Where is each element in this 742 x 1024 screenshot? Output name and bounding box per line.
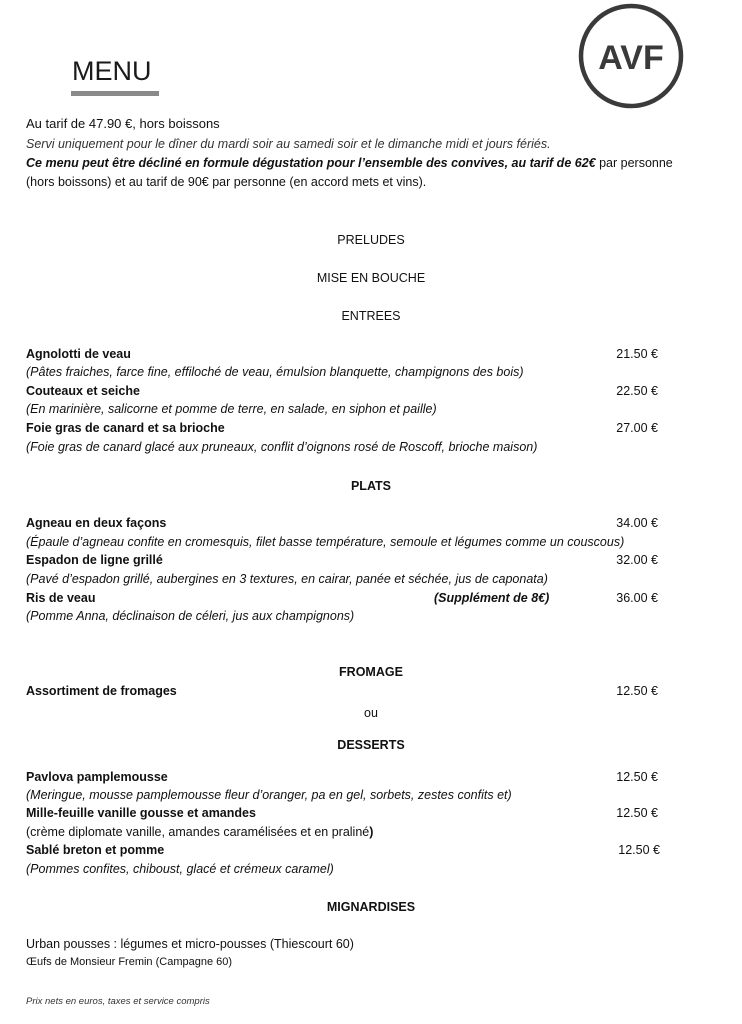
- plat-price: 36.00 €: [616, 591, 658, 605]
- tarif-text: Au tarif de 47.90 €, hors boissons: [26, 116, 220, 131]
- plat-desc: (Pavé d’espadon grillé, aubergines en 3 textures, en cairar, panée et séchée, jus de caponata): [26, 572, 548, 586]
- degustation-text: [26, 155, 673, 171]
- degustation-rest: par personne: [595, 156, 673, 170]
- plat-price: 34.00 €: [616, 516, 658, 530]
- dessert-desc: (Pommes confites, chiboust, glacé et crémeux caramel): [26, 862, 334, 876]
- fromage-price: 12.50 €: [616, 684, 658, 698]
- section-entrees: ENTREES: [341, 309, 401, 323]
- supplement-note: (Supplément de 8€): [434, 591, 550, 605]
- dessert-price: 12.50 €: [616, 770, 658, 784]
- dessert-desc: [26, 824, 373, 840]
- urban-pousses-text: Urban pousses : légumes et micro-pousses (Thiescourt 60): [26, 937, 354, 951]
- degustation-italic: Ce menu peut être décliné en formule dégustation pour l’ensemble des convives, au tarif de 62€: [26, 156, 596, 170]
- degustation-line2: (hors boissons) et au tarif de 90€ par personne (en accord mets et vins).: [26, 175, 427, 189]
- plat-desc: (Épaule d’agneau confite en cromesquis, filet basse température, semoule et légumes comme un couscous): [26, 535, 625, 549]
- dessert-price: 12.50 €: [616, 806, 658, 820]
- entree-desc: (Foie gras de canard glacé aux pruneaux, conflit d’oignons rosé de Roscoff, brioche maison): [26, 440, 538, 454]
- dessert-name: Mille-feuille vanille gousse et amandes: [26, 806, 256, 820]
- ou-separator: ou: [364, 706, 378, 720]
- section-fromage: FROMAGE: [339, 665, 403, 679]
- entree-name: Couteaux et seiche: [26, 384, 140, 398]
- entree-price: 21.50 €: [616, 347, 658, 361]
- section-mignardises: MIGNARDISES: [326, 900, 416, 914]
- entree-name: Foie gras de canard et sa brioche: [26, 421, 225, 435]
- logo-text: AVF: [598, 39, 664, 77]
- entree-desc: (En marinière, salicorne et pomme de terre, en salade, en siphon et paille): [26, 402, 437, 416]
- dessert-desc-end: ): [369, 825, 374, 839]
- section-preludes: PRELUDES: [337, 233, 405, 247]
- entree-price: 27.00 €: [616, 421, 658, 435]
- dessert-price: 12.50 €: [618, 843, 660, 857]
- avf-logo: [578, 3, 684, 109]
- dessert-desc-text: (crème diplomate vanille, amandes caramélisées et en praliné: [26, 825, 370, 839]
- plat-desc: (Pomme Anna, déclinaison de céleri, jus aux champignons): [26, 609, 355, 623]
- section-desserts: DESSERTS: [337, 738, 405, 752]
- section-mise-en-bouche: MISE EN BOUCHE: [316, 271, 426, 285]
- entree-price: 22.50 €: [616, 384, 658, 398]
- section-plats: PLATS: [350, 479, 392, 493]
- title-underline: [71, 91, 159, 96]
- page-title: MENU: [72, 56, 152, 86]
- dessert-name: Pavlova pamplemousse: [26, 770, 168, 784]
- prix-note: Prix nets en euros, taxes et service compris: [26, 996, 210, 1007]
- entree-desc: (Pâtes fraiches, farce fine, effiloché de veau, émulsion blanquette, champignons des bois): [26, 365, 524, 379]
- oeufs-text: Œufs de Monsieur Fremin (Campagne 60): [26, 956, 233, 968]
- dessert-name: Sablé breton et pomme: [26, 843, 165, 857]
- service-text: Servi uniquement pour le dîner du mardi soir au samedi soir et le dimanche midi et jours fériés.: [26, 137, 551, 151]
- entree-name: Agnolotti de veau: [26, 347, 131, 361]
- plat-name: Ris de veau: [26, 591, 96, 605]
- plat-price: 32.00 €: [616, 553, 658, 567]
- plat-name: Espadon de ligne grillé: [26, 553, 163, 567]
- plat-name: Agneau en deux façons: [26, 516, 167, 530]
- fromage-name: Assortiment de fromages: [26, 684, 177, 698]
- dessert-desc: (Meringue, mousse pamplemousse fleur d’oranger, pa en gel, sorbets, zestes confits et): [26, 788, 512, 802]
